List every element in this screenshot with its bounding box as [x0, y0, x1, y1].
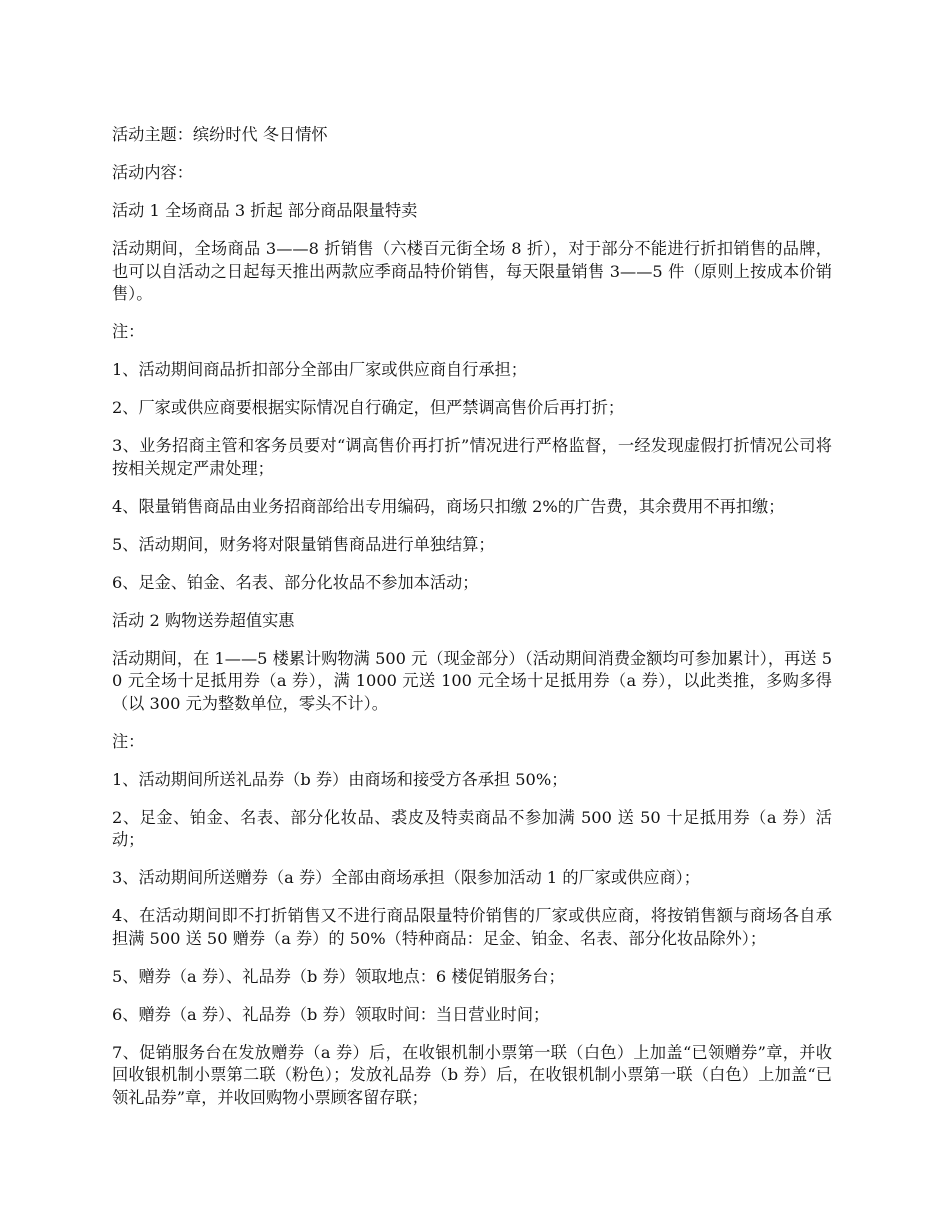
activity-1-note-4: 4、限量销售商品由业务招商部给出专用编码，商场只扣缴 2%的广告费，其余费用不再扣缴；	[112, 496, 785, 516]
activity-1-note-1: 1、活动期间商品折扣部分全部由厂家或供应商自行承担；	[112, 360, 527, 379]
activity-2-note-2: 2、足金、铂金、名表、部分化妆品、裘皮及特卖商品不参加满 500 送 50 十足抵用券（a 券）活动；	[112, 807, 832, 849]
activity-2-note-1: 1、活动期间所送礼品券（b 券）由商场和接受方各承担 50%；	[112, 769, 568, 789]
activity-2-description: 活动期间，在 1——5 楼累计购物满 500 元（现金部分）（活动期间消费金额均可参加累计），再送 50 元全场十足抵用券（a 券），满 1000 元送 100 元全场十足抵用券（a 券），以此类推，多购多得（以 300 元为整数单位，零头不计）。	[112, 648, 832, 713]
activity-2-notes-heading: 注：	[112, 731, 145, 751]
activity-2-note-6: 6、赠券（a 券）、礼品券（b 券）领取时间：当日营业时间；	[112, 1004, 550, 1024]
activity-1-note-5: 5、活动期间，财务将对限量销售商品进行单独结算；	[112, 534, 495, 554]
activity-1-description: 活动期间，全场商品 3——8 折销售（六楼百元街全场 8 折），对于部分不能进行折扣销售的品牌，也可以自活动之日起每天推出两款应季商品特价销售，每天限量销售 3——5 件（原则上按成本价销售）。	[112, 239, 832, 303]
theme-line: 活动主题：缤纷时代 冬日情怀	[112, 125, 328, 144]
document-page	[112, 124, 832, 1125]
activity-2-note-5: 5、赠券（a 券）、礼品券（b 券）领取地点：6 楼促销服务台；	[112, 966, 565, 986]
content-heading: 活动内容：	[112, 163, 193, 182]
activity-1-note-2: 2、厂家或供应商要根据实际情况自行确定，但严禁调高售价后再打折；	[112, 398, 625, 417]
activity-1-note-6: 6、足金、铂金、名表、部分化妆品不参加本活动；	[112, 572, 479, 592]
activity-2-note-3: 3、活动期间所送赠券（a 券）全部由商场承担（限参加活动 1 的厂家或供应商）；	[112, 868, 700, 887]
activity-1-note-3: 3、业务招商主管和客务员要对“调高售价再打折”情况进行严格监督，一经发现虚假打折情况公司将按相关规定严肃处理；	[112, 436, 832, 478]
activity-1-title: 活动 1 全场商品 3 折起 部分商品限量特卖	[112, 201, 418, 220]
activity-2-note-7: 7、促销服务台在发放赠券（a 券）后，在收银机制小票第一联（白色）上加盖“已领赠券”章，并收回收银机制小票第二联（粉色）；发放礼品券（b 券）后，在收银机制小票第一联（白色）上加盖“已领礼品券”章，并收回购物小票顾客留存联；	[112, 1042, 832, 1107]
activity-2-title: 活动 2 购物送券超值实惠	[112, 610, 295, 630]
activity-1-notes-heading: 注：	[112, 322, 145, 341]
activity-2-note-4: 4、在活动期间即不打折销售又不进行商品限量特价销售的厂家或供应商，将按销售额与商场各自承担满 500 送 50 赠券（a 券）的 50%（特种商品：足金、铂金、名表、部分化妆品除外）；	[112, 906, 832, 948]
